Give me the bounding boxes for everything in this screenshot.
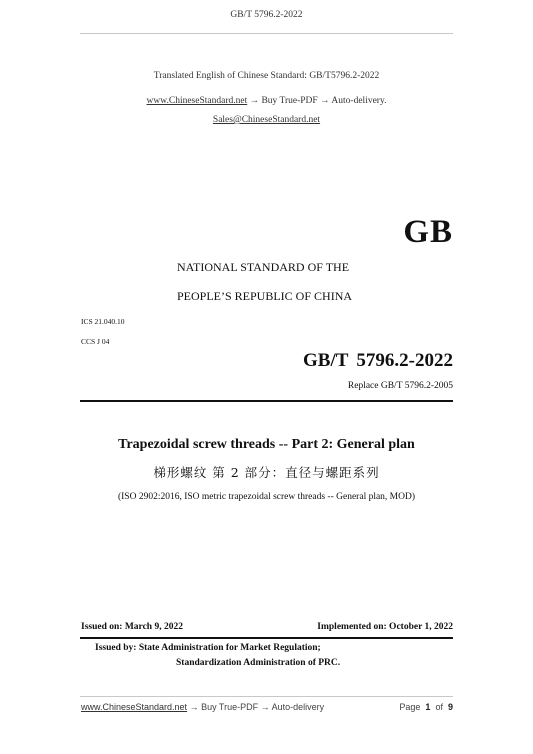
- email-line: [0, 115, 533, 125]
- page-indicator: [399, 702, 453, 712]
- national-standard-line2: PEOPLE’S REPUBLIC OF CHINA: [177, 289, 353, 303]
- ics-code: ICS 21.040.10: [81, 317, 125, 326]
- standard-code: 5796.2-2022: [356, 350, 453, 371]
- translation-notice: Translated English of Chinese Standard: GB/T5796.2-2022: [153, 71, 380, 81]
- purchase-text: → Buy True-PDF → Auto-delivery.: [247, 96, 387, 106]
- issued-by-line2: Standardization Administration of PRC.: [176, 658, 341, 668]
- gb-logo: GB: [403, 214, 453, 250]
- footer-purchase-line: [81, 702, 324, 712]
- issued-by-line1: Issued by: State Administration for Market Regulation;: [95, 643, 321, 653]
- purchase-line: [0, 96, 533, 106]
- page-of: of: [435, 702, 443, 712]
- footer-purchase-text: → Buy True-PDF → Auto-delivery: [187, 702, 325, 712]
- page-total: 9: [447, 702, 453, 712]
- page-current: 1: [425, 702, 431, 712]
- running-header: GB/T 5796.2-2022: [230, 10, 303, 20]
- ccs-code: CCS J 04: [81, 337, 110, 346]
- title-divider: [80, 400, 453, 402]
- header-divider: [80, 33, 453, 34]
- chinese-title: 梯形螺纹 第 2 部分：直径与螺距系列: [153, 465, 380, 480]
- issued-date: Issued on: March 9, 2022: [81, 622, 183, 632]
- email-link[interactable]: Sales@ChineseStandard.net: [212, 115, 321, 125]
- standard-prefix: GB/T: [303, 350, 349, 371]
- page-word: Page: [399, 702, 421, 712]
- standard-number: [303, 350, 453, 372]
- site-link[interactable]: www.ChineseStandard.net: [146, 96, 248, 106]
- footer-divider: [80, 696, 453, 697]
- replace-note: Replace GB/T 5796.2-2005: [347, 381, 453, 391]
- iso-reference: (ISO 2902:2016, ISO metric trapezoidal screw threads -- General plan, MOD): [117, 492, 416, 502]
- implemented-date: Implemented on: October 1, 2022: [317, 622, 453, 632]
- issued-divider: [80, 637, 453, 639]
- national-standard-line1: NATIONAL STANDARD OF THE: [177, 260, 350, 274]
- english-title: Trapezoidal screw threads -- Part 2: General plan: [118, 437, 415, 452]
- footer-site-link[interactable]: www.ChineseStandard.net: [81, 702, 188, 712]
